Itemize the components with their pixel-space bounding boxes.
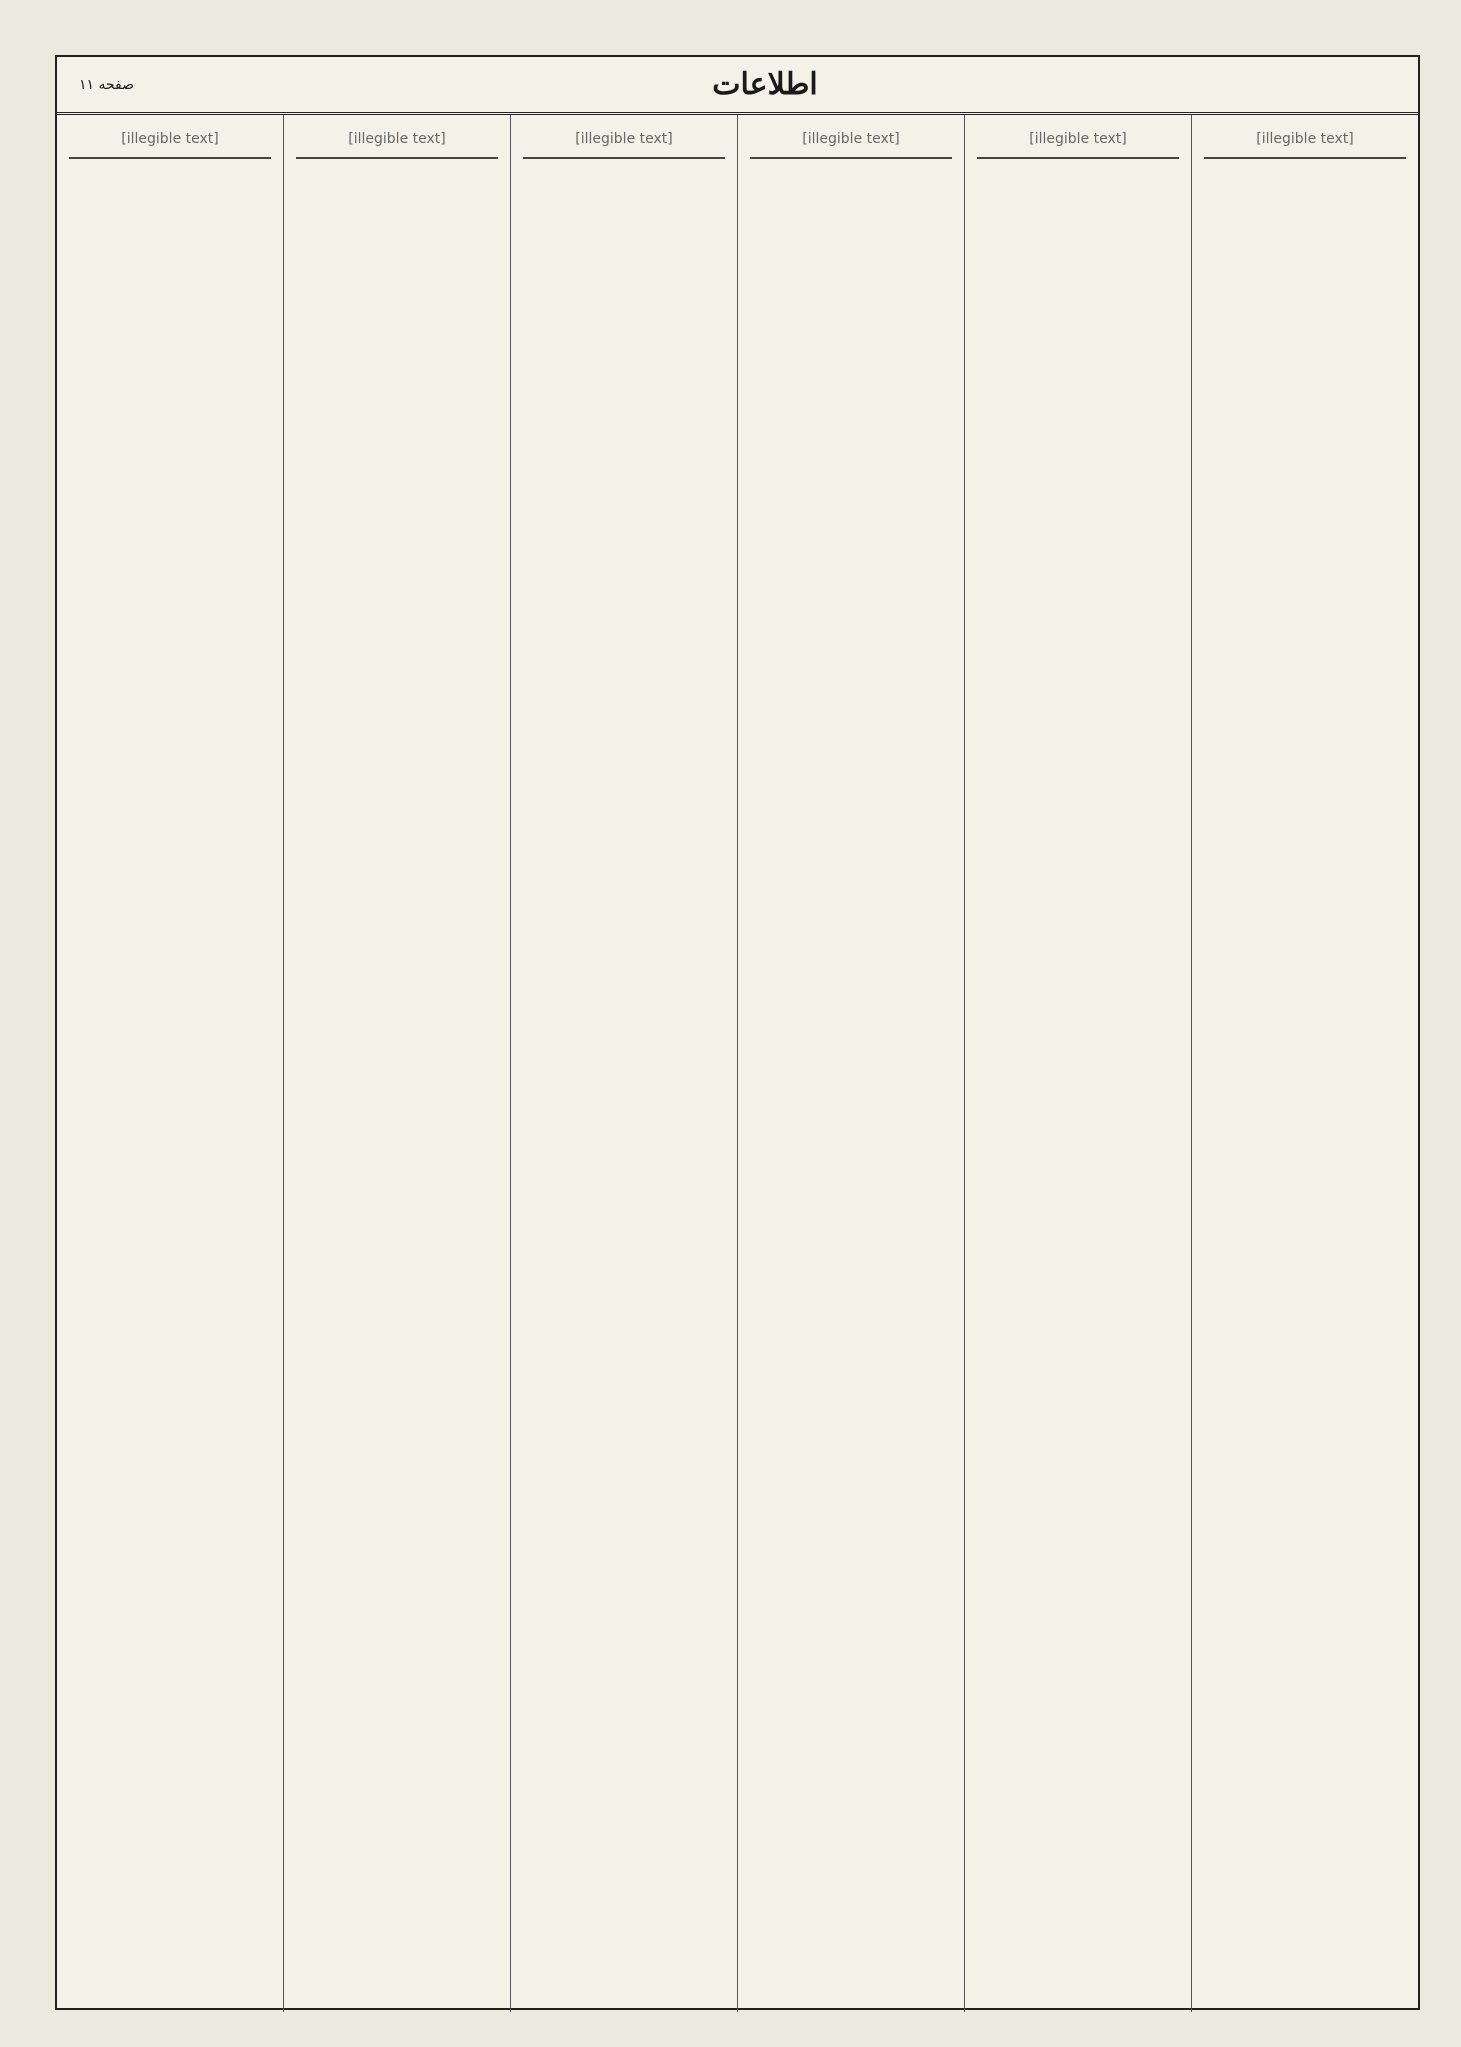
newspaper-title: اطلاعات <box>712 67 818 102</box>
column-4-placeholder: [illegible text] <box>802 131 900 147</box>
column-3 <box>511 115 738 2012</box>
column-2 <box>284 115 511 2012</box>
column-2-rule <box>296 157 498 159</box>
column-5-rule <box>977 157 1179 159</box>
column-5 <box>965 115 1192 2012</box>
column-2-placeholder: [illegible text] <box>348 131 446 147</box>
column-4 <box>738 115 965 2012</box>
column-5-placeholder: [illegible text] <box>1029 131 1127 147</box>
column-4-rule <box>750 157 952 159</box>
column-6-placeholder: [illegible text] <box>1256 131 1354 147</box>
column-6 <box>1192 115 1418 2012</box>
newspaper-page <box>55 55 1420 2010</box>
page-number: صفحه ۱۱ <box>79 76 135 93</box>
column-1-rule <box>69 157 271 159</box>
column-6-rule <box>1204 157 1406 159</box>
column-1 <box>57 115 284 2012</box>
column-3-rule <box>523 157 725 159</box>
column-grid <box>57 115 1418 2012</box>
column-1-placeholder: [illegible text] <box>121 131 219 147</box>
masthead <box>57 57 1418 115</box>
column-3-placeholder: [illegible text] <box>575 131 673 147</box>
